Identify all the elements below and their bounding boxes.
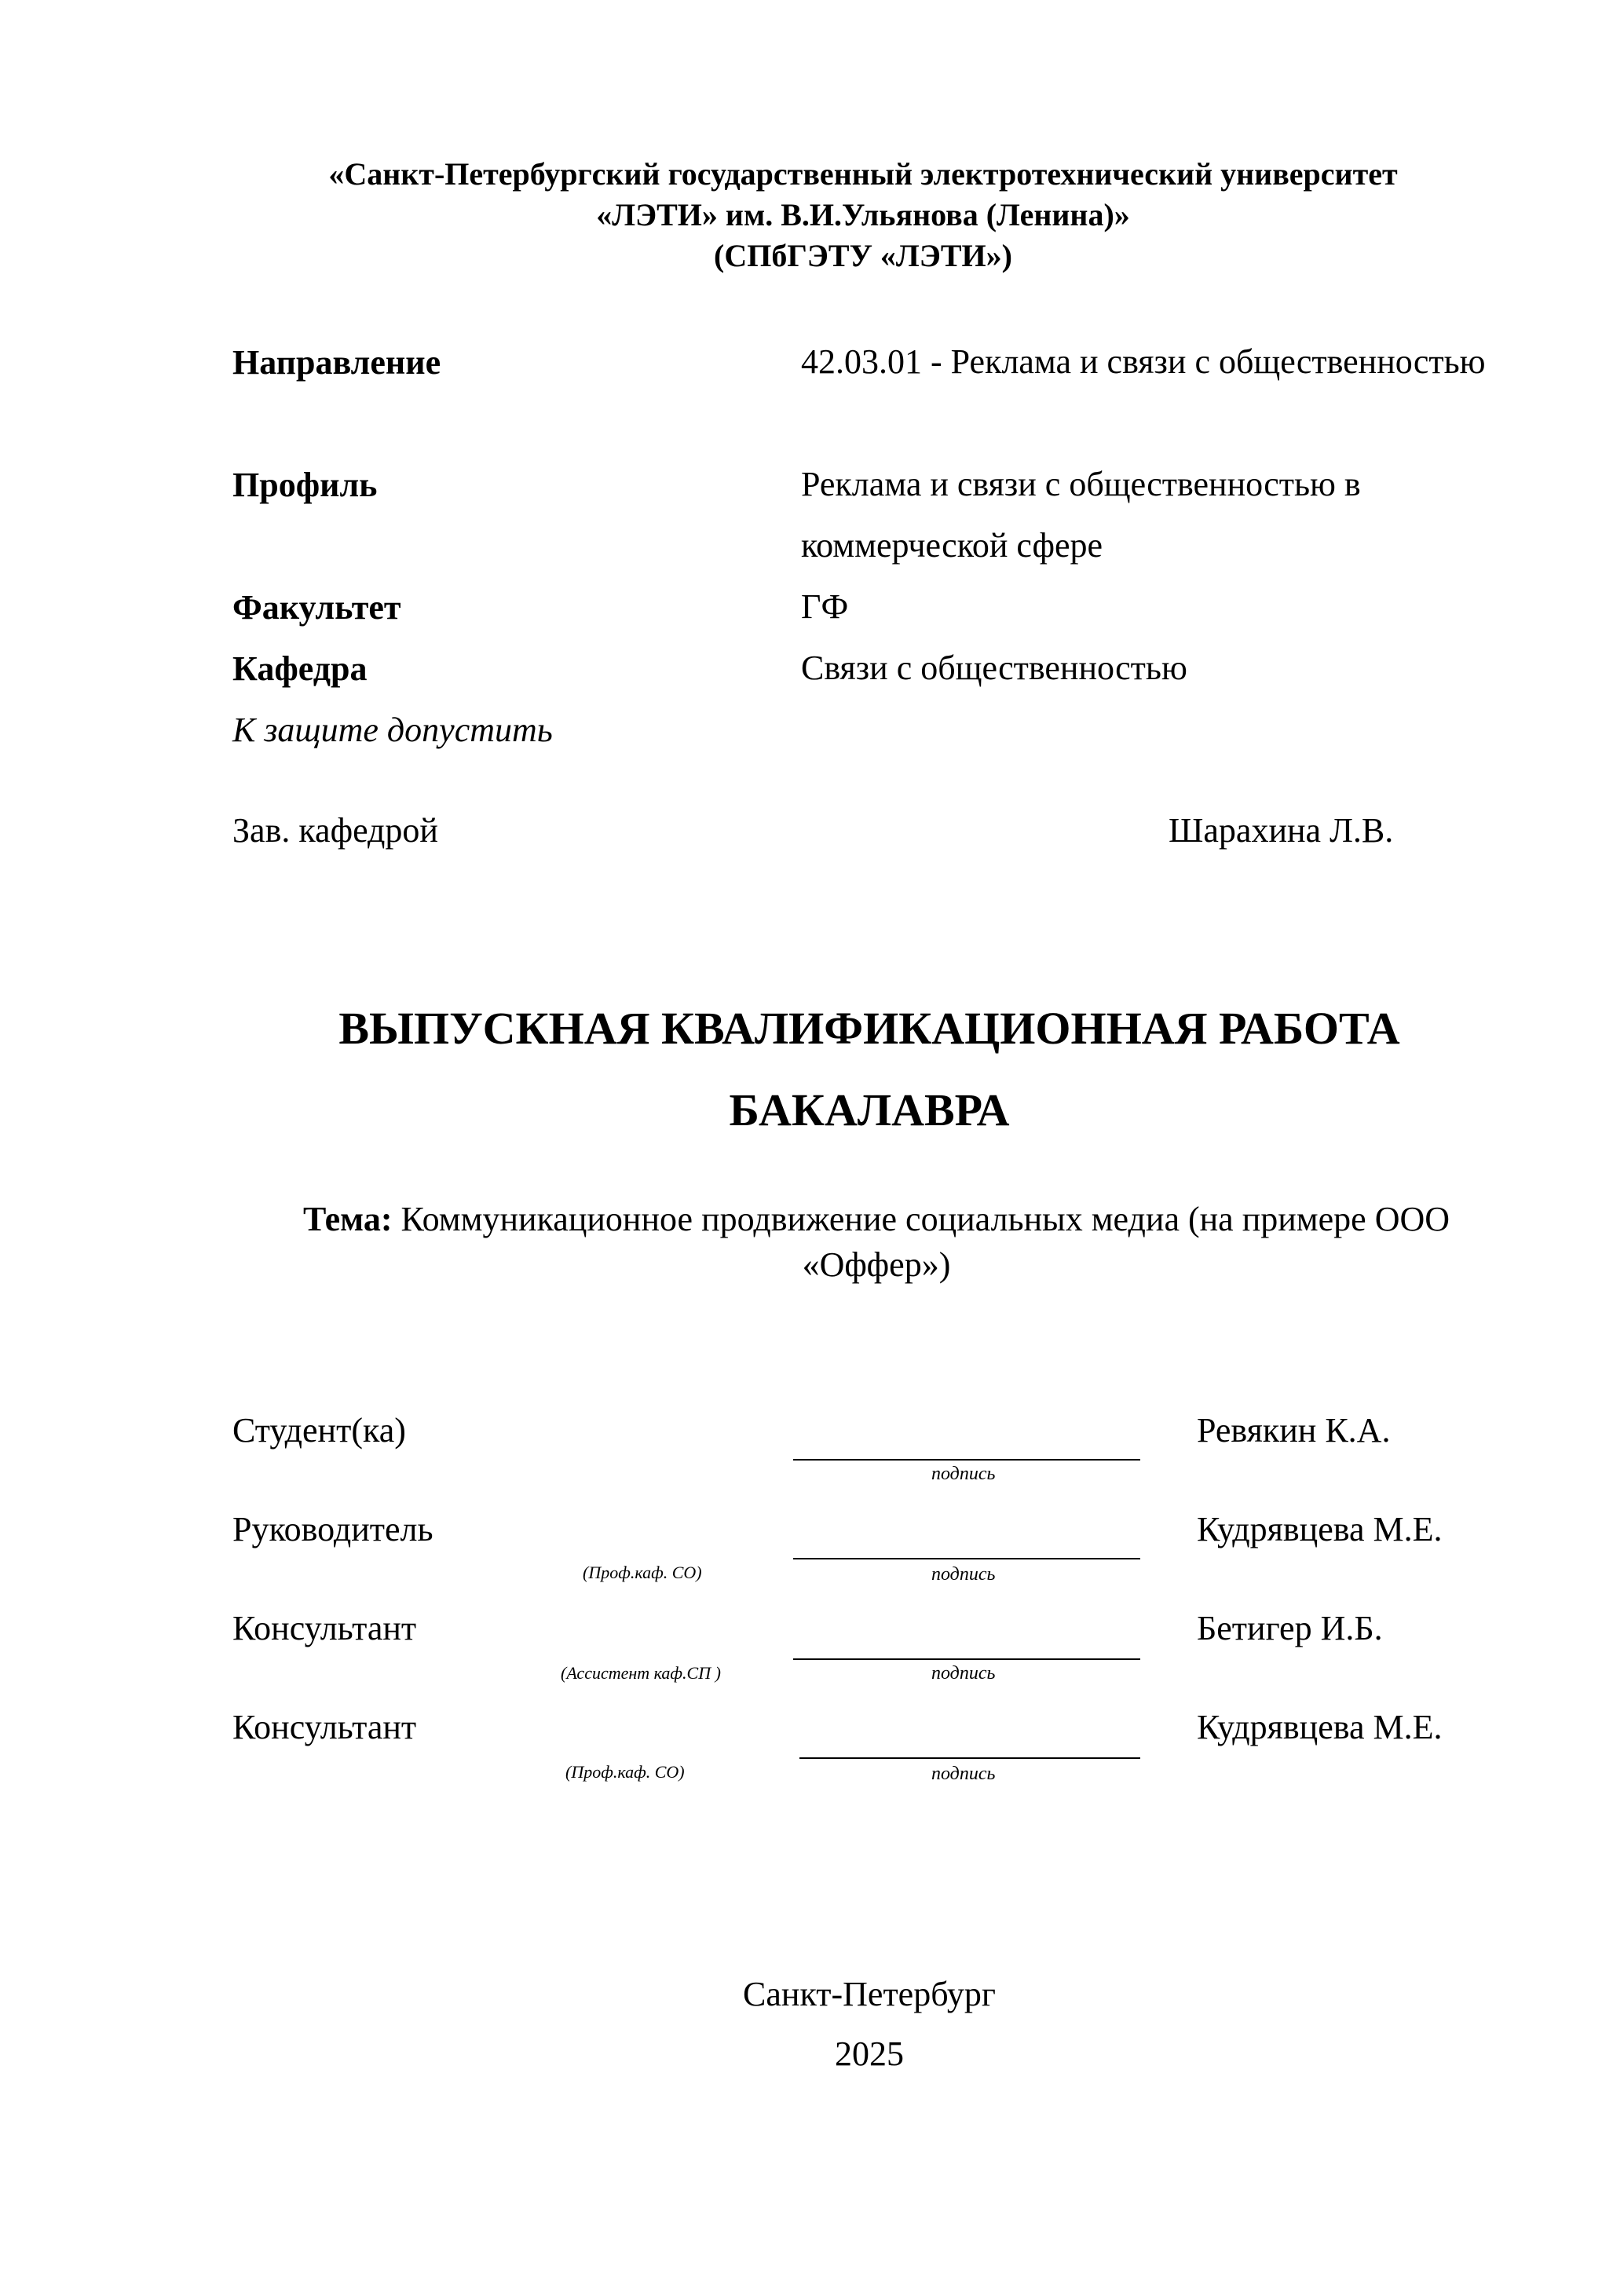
footer-city: Санкт-Петербург: [743, 1975, 996, 2013]
topic-text: Коммуникационное продвижение социальных медиа (на примере ООО «Оффер»): [392, 1200, 1450, 1284]
signature-name-supervisor: Кудрявцева М.Е.: [1197, 1510, 1443, 1548]
document-title-line1: ВЫПУСКНАЯ КВАЛИФИКАЦИОННАЯ РАБОТА: [338, 1003, 1400, 1054]
direction-value: 42.03.01 - Реклама и связи с общественностью: [801, 342, 1486, 381]
profile-label: Профиль: [232, 466, 378, 504]
signature-role-supervisor: Руководитель: [232, 1510, 433, 1548]
signature-role-student: Студент(ка): [232, 1411, 406, 1450]
university-name-line1: «Санкт-Петербургский государственный электротехнический университет: [328, 156, 1398, 192]
faculty-label: Факультет: [232, 588, 401, 627]
signature-caption-consultant-1: подпись: [931, 1663, 996, 1684]
faculty-value: ГФ: [801, 587, 849, 626]
profile-value: Реклама и связи с общественностью в коммерческой сфере: [801, 465, 1361, 565]
university-abbrev: (СПбГЭТУ «ЛЭТИ»): [714, 238, 1012, 273]
university-header: [0, 154, 1624, 276]
signature-caption-student: подпись: [931, 1464, 996, 1484]
signature-name-consultant-2: Кудрявцева М.Е.: [1197, 1708, 1443, 1746]
head-of-department-label: Зав. кафедрой: [232, 811, 438, 850]
university-name-line2: «ЛЭТИ» им. В.И.Ульянова (Ленина)»: [596, 197, 1130, 232]
topic-label: Тема:: [302, 1200, 393, 1238]
signature-position-consultant-1: (Ассистент каф.СП ): [561, 1663, 721, 1683]
signature-line-supervisor: [793, 1558, 1140, 1559]
signature-line-consultant-2: [799, 1757, 1140, 1759]
signature-caption-supervisor: подпись: [931, 1564, 996, 1585]
document-title-line2: БАКАЛАВРА: [729, 1084, 1010, 1135]
signature-role-consultant-2: Консультант: [232, 1708, 417, 1746]
signature-caption-consultant-2: подпись: [931, 1764, 996, 1784]
signature-role-consultant-1: Консультант: [232, 1609, 417, 1647]
document-title: [0, 988, 1624, 1151]
signature-position-consultant-2: (Проф.каф. СО): [565, 1762, 685, 1782]
thesis-topic: [232, 1197, 1520, 1288]
footer-year: 2025: [835, 2035, 904, 2073]
department-label: Кафедра: [232, 649, 368, 688]
signature-line-student: [793, 1459, 1140, 1461]
department-value: Связи с общественностью: [801, 649, 1187, 687]
signature-name-student: Ревякин К.А.: [1197, 1411, 1391, 1450]
signature-line-consultant-1: [793, 1658, 1140, 1660]
signature-name-consultant-1: Бетигер И.Б.: [1197, 1609, 1383, 1647]
signature-position-supervisor: (Проф.каф. СО): [583, 1563, 702, 1582]
head-of-department-name: Шарахина Л.В.: [1169, 811, 1394, 850]
admission-text: К защите допустить: [232, 711, 553, 749]
footer: [0, 1965, 1624, 2084]
direction-label: Направление: [232, 343, 441, 382]
